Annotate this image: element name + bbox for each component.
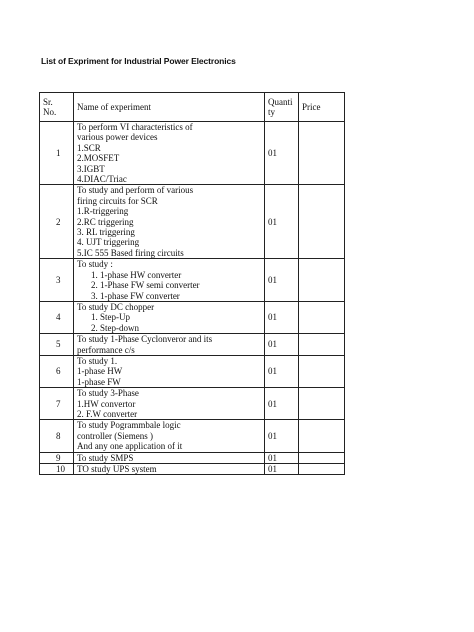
experiment-line: performance c/s (77, 344, 135, 355)
table-row (40, 122, 345, 185)
sr-no-cell: 7 (40, 388, 74, 420)
quantity-cell: 01 (265, 334, 299, 356)
price-cell (299, 420, 345, 452)
experiment-name-cell (74, 122, 265, 185)
header-qty-line: ty (268, 107, 276, 117)
experiment-line: 1-phase HW (77, 366, 123, 377)
quantity-cell: 01 (265, 301, 299, 333)
quantity-cell: 01 (265, 464, 299, 475)
experiment-line: 2. Step-down (91, 322, 139, 333)
sr-no-cell: 10 (40, 464, 74, 475)
experiment-line: To study : (77, 259, 113, 270)
experiment-line: controller (Siemens ) (77, 430, 153, 441)
quantity-cell: 01 (265, 452, 299, 463)
experiment-line: 3. 1-phase FW converter (91, 290, 180, 301)
experiment-line: To study 1-Phase Cyclonveror and its (77, 334, 213, 345)
experiment-table (39, 92, 345, 475)
header-qty-line: Quanti (268, 96, 293, 107)
table-row (40, 388, 345, 420)
experiment-name-cell (74, 185, 265, 259)
sr-no-cell: 8 (40, 420, 74, 452)
table-row (40, 464, 345, 475)
table-row (40, 259, 345, 302)
experiment-line: 3. RL triggering (77, 227, 135, 238)
header-quantity (265, 93, 299, 122)
price-cell (299, 452, 345, 463)
experiment-line: 1.SCR (77, 142, 101, 153)
experiment-name-cell (74, 420, 265, 452)
table-row (40, 185, 345, 259)
experiment-line: 3.IGBT (77, 163, 105, 174)
experiment-line: To study 1. (77, 355, 118, 366)
sr-no-cell: 4 (40, 301, 74, 333)
table-row (40, 334, 345, 356)
quantity-cell: 01 (265, 259, 299, 302)
price-cell (299, 388, 345, 420)
experiment-line: To study 3-Phase (77, 388, 139, 399)
header-price (299, 93, 345, 122)
table-row (40, 301, 345, 333)
experiment-line: TO study UPS system (77, 464, 157, 474)
sr-no-cell: 9 (40, 452, 74, 463)
table-header-row (40, 93, 345, 122)
experiment-line: To study DC chopper (77, 301, 155, 312)
experiment-line: 4.DIAC/Triac (77, 174, 127, 185)
experiment-line: 5.IC 555 Based firing circuits (77, 247, 184, 258)
quantity-cell: 01 (265, 388, 299, 420)
quantity-cell: 01 (265, 185, 299, 259)
experiment-name-cell (74, 464, 265, 475)
price-cell (299, 464, 345, 475)
experiment-line: To study and perform of various (77, 185, 194, 196)
price-cell (299, 185, 345, 259)
sr-no-cell: 5 (40, 334, 74, 356)
price-cell (299, 259, 345, 302)
price-cell (299, 122, 345, 185)
price-cell (299, 301, 345, 333)
experiment-line: And any one application of it (77, 441, 183, 452)
header-experiment-name (74, 93, 265, 122)
experiment-line: 1.R-triggering (77, 206, 129, 217)
header-sr-no (40, 93, 74, 122)
table-row (40, 420, 345, 452)
price-cell (299, 334, 345, 356)
table-row (40, 452, 345, 463)
experiment-line: 2.MOSFET (77, 153, 120, 164)
experiment-name-cell (74, 301, 265, 333)
experiment-line: 1. 1-phase HW converter (91, 269, 182, 280)
price-cell (299, 355, 345, 387)
sr-no-cell: 2 (40, 185, 74, 259)
document-title: List of Expriment for Industrial Power Electronics (41, 56, 236, 66)
experiment-line: 1.HW convertor (77, 398, 136, 409)
experiment-line: 1. Step-Up (91, 312, 130, 323)
experiment-line: 2.RC triggering (77, 216, 134, 227)
header-sr-line: No. (43, 107, 57, 117)
header-name-text: Name of experiment (77, 101, 151, 112)
table-row (40, 355, 345, 387)
experiment-line: 1-phase FW (77, 376, 121, 387)
quantity-cell: 01 (265, 355, 299, 387)
quantity-cell: 01 (265, 122, 299, 185)
experiment-name-cell (74, 334, 265, 356)
experiment-line: 2. F.W converter (77, 408, 138, 419)
experiment-line: 2. 1-Phase FW semi converter (91, 280, 200, 291)
experiment-line: To perform VI characteristics of (77, 122, 193, 132)
experiment-line: To study Pogrammbale logic (77, 420, 181, 431)
header-price-text: Price (302, 101, 321, 112)
sr-no-cell: 6 (40, 355, 74, 387)
sr-no-cell: 1 (40, 122, 74, 185)
experiment-name-cell (74, 452, 265, 463)
experiment-name-cell (74, 259, 265, 302)
experiment-name-cell (74, 355, 265, 387)
experiment-line: To study SMPS (77, 452, 134, 463)
experiment-line: firing circuits for SCR (77, 195, 158, 206)
experiment-line: 4. UJT triggering (77, 237, 140, 248)
experiment-line: various power devices (77, 132, 158, 143)
quantity-cell: 01 (265, 420, 299, 452)
sr-no-cell: 3 (40, 259, 74, 302)
header-sr-line: Sr. (43, 96, 53, 107)
experiment-name-cell (74, 388, 265, 420)
